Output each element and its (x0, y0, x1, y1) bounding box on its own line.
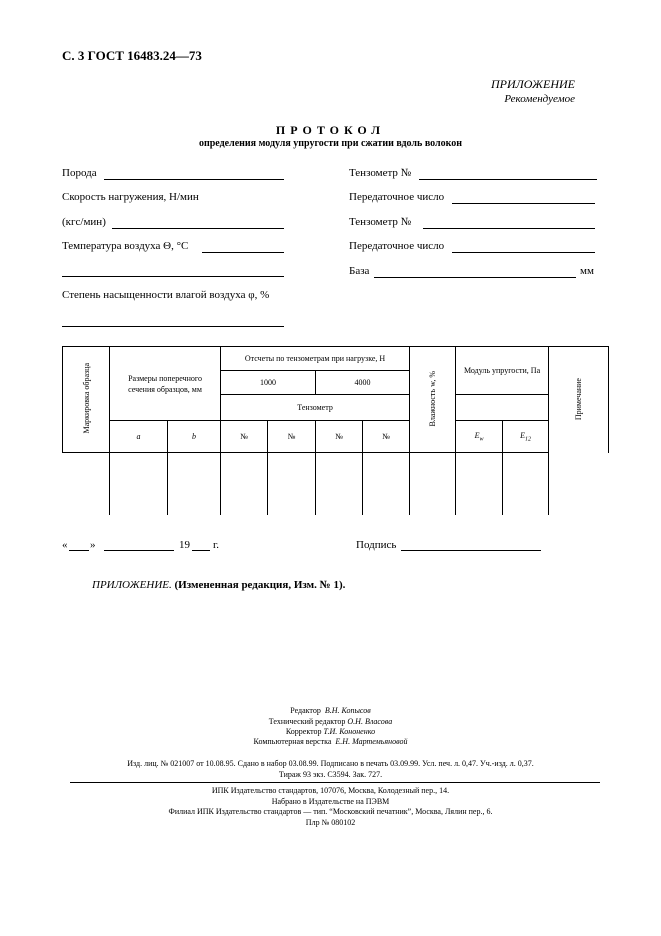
note-header: Примечание (549, 347, 609, 453)
date-month-line[interactable] (104, 550, 174, 551)
cell-r4[interactable] (363, 453, 410, 515)
appendix-title: ПРИЛОЖЕНИЕ (491, 77, 575, 91)
marking-header: Маркировка образца (63, 347, 110, 453)
field-moisture-label: Степень насыщенности влагой воздуха φ, % (62, 289, 270, 301)
field-kgs-line[interactable] (112, 228, 284, 229)
field-air-temp-line[interactable] (202, 252, 284, 253)
col-num-3: № (316, 421, 363, 453)
field-tensometer2-line[interactable] (423, 228, 595, 229)
date-close-quote: » (90, 539, 96, 551)
date-day-line[interactable] (69, 550, 89, 551)
cell-b[interactable] (168, 453, 221, 515)
appendix-note-text: (Измененная редакция, Изм. № 1). (174, 579, 346, 591)
col-num-1: № (221, 421, 268, 453)
col-num-2: № (268, 421, 316, 453)
col-num-4: № (363, 421, 410, 453)
appendix-note-label: ПРИЛОЖЕНИЕ. (92, 579, 172, 591)
table-row (63, 453, 609, 515)
credit-tech-editor: Технический редактор О.Н. Власова (268, 717, 393, 726)
field-ratio1-label: Передаточное число (349, 191, 445, 203)
cell-r1[interactable] (221, 453, 268, 515)
signature-line[interactable] (401, 550, 541, 551)
field-base-line[interactable] (374, 277, 576, 278)
field-moisture-line[interactable] (62, 326, 284, 327)
imprint-line-1: Изд. лиц. № 021007 от 10.08.95. Сдано в набор 03.08.99. Подписано в печать 03.09.99. Усл. печ. л. 0,47. Уч.-изд. л. 0,37. (127, 759, 534, 768)
col-a: a (110, 421, 168, 453)
cell-marking[interactable] (63, 453, 110, 515)
date-open-quote: « (62, 539, 68, 551)
appendix-subtitle: Рекомендуемое (504, 93, 575, 105)
publisher-line-1: ИПК Издательство стандартов, 107076, Москва, Колодезный пер., 14. (211, 786, 450, 795)
field-ratio1-line[interactable] (452, 203, 595, 204)
date-year-suffix: г. (213, 539, 220, 551)
cell-r3[interactable] (316, 453, 363, 515)
date-year-prefix: 19 (179, 539, 190, 551)
readings-header: Отсчеты по тензометрам при нагрузке, Н (221, 347, 410, 371)
cell-a[interactable] (110, 453, 168, 515)
field-kgs-label: (кгс/мин) (62, 216, 106, 228)
imprint-line-2: Тираж 93 экз. С3594. Зак. 727. (278, 770, 383, 779)
field-breed-label: Порода (62, 167, 97, 179)
cell-r2[interactable] (268, 453, 316, 515)
cell-note[interactable] (549, 453, 609, 515)
sizes-header: Размеры поперечного сечения образцов, мм (110, 347, 221, 421)
protocol-title: ПРОТОКОЛ (275, 123, 386, 137)
field-breed-line[interactable] (104, 179, 284, 180)
field-tensometer2-label: Тензометр № (349, 216, 412, 228)
col-b: b (168, 421, 221, 453)
field-base-unit: мм (580, 265, 594, 277)
field-loading-speed-label: Скорость нагружения, Н/мин (62, 191, 199, 203)
field-blank-line[interactable] (62, 276, 284, 277)
cell-e-12[interactable] (503, 453, 549, 515)
col-e-w: $E_w$ (456, 421, 503, 453)
credit-editor: Редактор В.Н. Копысов (290, 706, 371, 715)
modulus-header: Модуль упругости, Па (456, 347, 549, 395)
field-base-label: База (349, 265, 370, 277)
publisher-line-4: Плр № 080102 (305, 818, 356, 827)
field-ratio2-line[interactable] (452, 252, 595, 253)
page-header: С. 3 ГОСТ 16483.24—73 (62, 48, 202, 63)
cell-e-w[interactable] (456, 453, 503, 515)
modulus-spacer (456, 395, 549, 421)
load-4000: 4000 (316, 371, 410, 395)
publisher-line-3: Филиал ИПК Издательство стандартов — тип. “Московский печатник”, Москва, Лялин пер., 6. (168, 807, 493, 816)
credit-corrector: Корректор Т.И. Кононенко (285, 727, 376, 736)
tensometer-header: Тензометр (221, 395, 410, 421)
cell-humidity[interactable] (410, 453, 456, 515)
signature-label: Подпись (356, 539, 397, 551)
protocol-table (62, 346, 609, 515)
col-e-12: $E_{12}$ (503, 421, 549, 453)
field-ratio2-label: Передаточное число (349, 240, 445, 252)
appendix-note (92, 579, 345, 591)
field-tensometer1-label: Тензометр № (349, 167, 412, 179)
protocol-subtitle: определения модуля упругости при сжатии вдоль волокон (198, 138, 463, 149)
credit-layout: Компьютерная верстка Е.Н. Мартемьяновой (253, 737, 408, 746)
humidity-header: Влажность w, % (410, 347, 456, 453)
date-year-line[interactable] (192, 550, 210, 551)
publisher-line-2: Набрано в Издательстве на ПЭВМ (271, 797, 390, 806)
imprint-rule (70, 782, 600, 783)
field-tensometer1-line[interactable] (419, 179, 597, 180)
field-air-temp-label: Температура воздуха Θ, °С (62, 240, 189, 252)
load-1000: 1000 (221, 371, 316, 395)
